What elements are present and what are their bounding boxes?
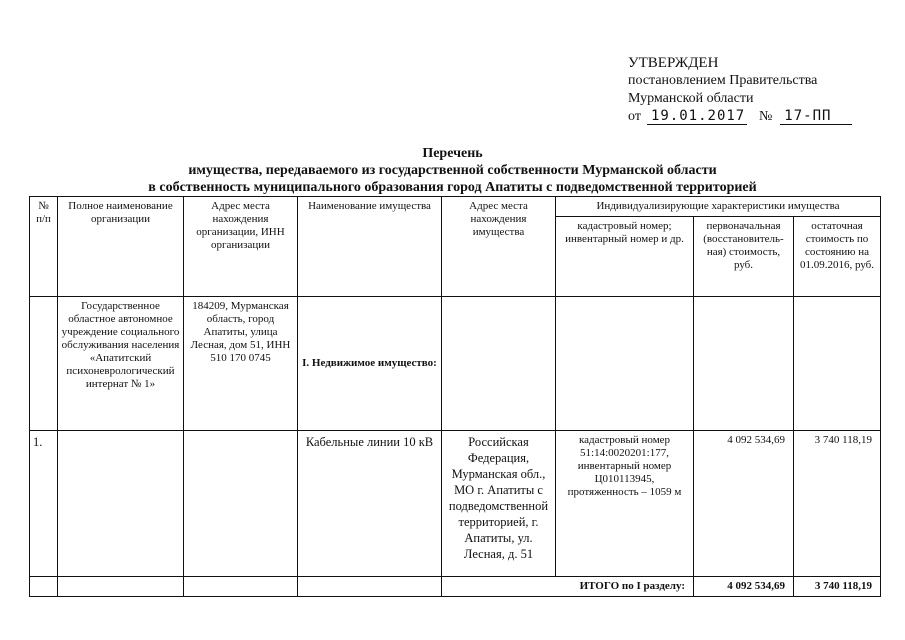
item-cadastral-cell: кадастровый номер 51:14:0020201:177, инвентарный номер Ц010113945, протяженность – 1059 м bbox=[556, 431, 694, 577]
table-row-item bbox=[30, 431, 881, 577]
item-property-name-cell: Кабельные линии 10 кВ bbox=[298, 431, 442, 577]
section-cell: I. Недвижимое имущество: bbox=[298, 297, 442, 431]
org-address-cell: 184209, Мурманская область, город Апатиты, улица Лесная, дом 51, ИНН 510 170 0745 bbox=[184, 297, 298, 431]
header-individual: Индивидуализирующие характеристики имущества bbox=[556, 197, 881, 217]
item-residual-cost-cell: 3 740 118,19 bbox=[794, 431, 881, 577]
heading-line-3: в собственность муниципального образования город Апатиты с подведомственной территорией bbox=[148, 180, 757, 195]
approval-number: 17-ПП bbox=[780, 109, 852, 125]
item-initial-cost-cell: 4 092 534,69 bbox=[694, 431, 794, 577]
approval-from-label: от bbox=[628, 109, 641, 124]
total-label-cell: ИТОГО по I разделу: bbox=[442, 577, 694, 597]
header-org-name: Полное наименование организации bbox=[58, 197, 184, 297]
header-property-name: Наименование имущества bbox=[298, 197, 442, 297]
property-table bbox=[29, 196, 881, 597]
table-row-organization bbox=[30, 297, 881, 431]
total-residual-cost-cell: 3 740 118,19 bbox=[794, 577, 881, 597]
item-property-address-cell: Российская Федерация, Мурманская обл., МО г. Апатиты с подведомственной территорией, г. Апатиты, ул. Лесная, д. 51 bbox=[442, 431, 556, 577]
approval-stamp bbox=[628, 54, 852, 126]
org-name-cell: Государственное областное автономное учреждение социального обслуживания населения «Апатитский психоневрологический интернат № 1» bbox=[58, 297, 184, 431]
approval-title: УТВЕРЖДЕН bbox=[628, 55, 719, 71]
total-initial-cost-cell: 4 092 534,69 bbox=[694, 577, 794, 597]
table-header-row bbox=[30, 197, 881, 217]
approval-line-2: постановлением Правительства bbox=[628, 73, 818, 88]
approval-date: 19.01.2017 bbox=[647, 109, 747, 125]
approval-line-3: Мурманской области bbox=[628, 91, 754, 106]
header-residual-cost: остаточная стоимость по состоянию на 01.09.2016, руб. bbox=[794, 217, 881, 297]
header-num: № п/п bbox=[30, 197, 58, 297]
header-initial-cost: первоначальная (восстановитель-ная) стоимость, руб. bbox=[694, 217, 794, 297]
header-org-address: Адрес места нахождения организации, ИНН организации bbox=[184, 197, 298, 297]
header-cadastral: кадастровый номер; инвентарный номер и др. bbox=[556, 217, 694, 297]
approval-date-line bbox=[628, 108, 852, 126]
item-num-cell: 1. bbox=[30, 431, 58, 577]
table-row-total bbox=[30, 577, 881, 597]
heading-line-2: имущества, передаваемого из государственной собственности Мурманской области bbox=[188, 163, 717, 178]
header-property-address: Адрес места нахождения имущества bbox=[442, 197, 556, 297]
approval-number-label: № bbox=[758, 109, 773, 124]
heading-line-1: Перечень bbox=[422, 146, 483, 161]
